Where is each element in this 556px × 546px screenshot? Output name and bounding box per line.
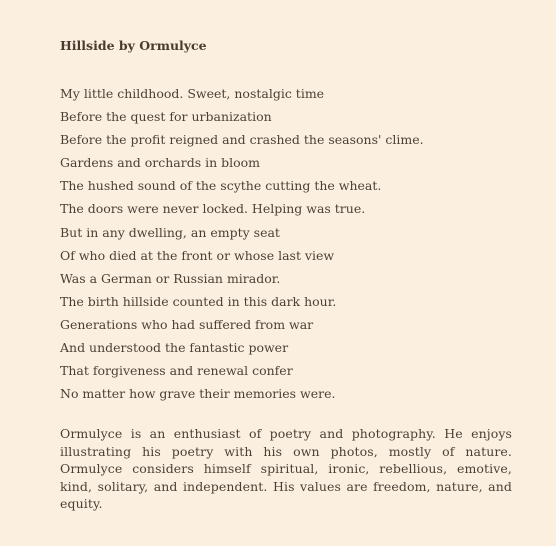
poem-line: Gardens and orchards in bloom <box>60 155 261 171</box>
poem-line: Of who died at the front or whose last view <box>60 247 335 263</box>
poem-line: Before the quest for urbanization <box>60 109 272 125</box>
poem-line: And understood the fantastic power <box>60 340 289 356</box>
poem-line: That forgiveness and renewal confer <box>60 363 293 379</box>
poem-line: But in any dwelling, an empty seat <box>60 224 280 240</box>
poem-body <box>60 82 520 405</box>
poem-line: Before the profit reigned and crashed the seasons' clime. <box>60 132 424 148</box>
poem-line: Generations who had suffered from war <box>60 316 314 332</box>
poem-line: The doors were never locked. Helping was true. <box>60 201 366 217</box>
poem-line: No matter how grave their memories were. <box>60 386 336 402</box>
poem-line: The birth hillside counted in this dark hour. <box>60 293 337 309</box>
author-bio: Ormulyce is an enthusiast of poetry and photography. He enjoys illustrating his poetry with his own photos, mostly of nature. Ormulyce considers himself spiritual, ironic, rebellious, emotive, kind, solitary, and independent. His values are freedom, nature, and equity. <box>60 426 512 511</box>
poem-line: My little childhood. Sweet, nostalgic time <box>60 86 325 101</box>
poem-line: Was a German or Russian mirador. <box>60 270 281 286</box>
poem-line: The hushed sound of the scythe cutting the wheat. <box>60 178 382 194</box>
poem-title: Hillside by Ormulyce <box>60 38 207 53</box>
